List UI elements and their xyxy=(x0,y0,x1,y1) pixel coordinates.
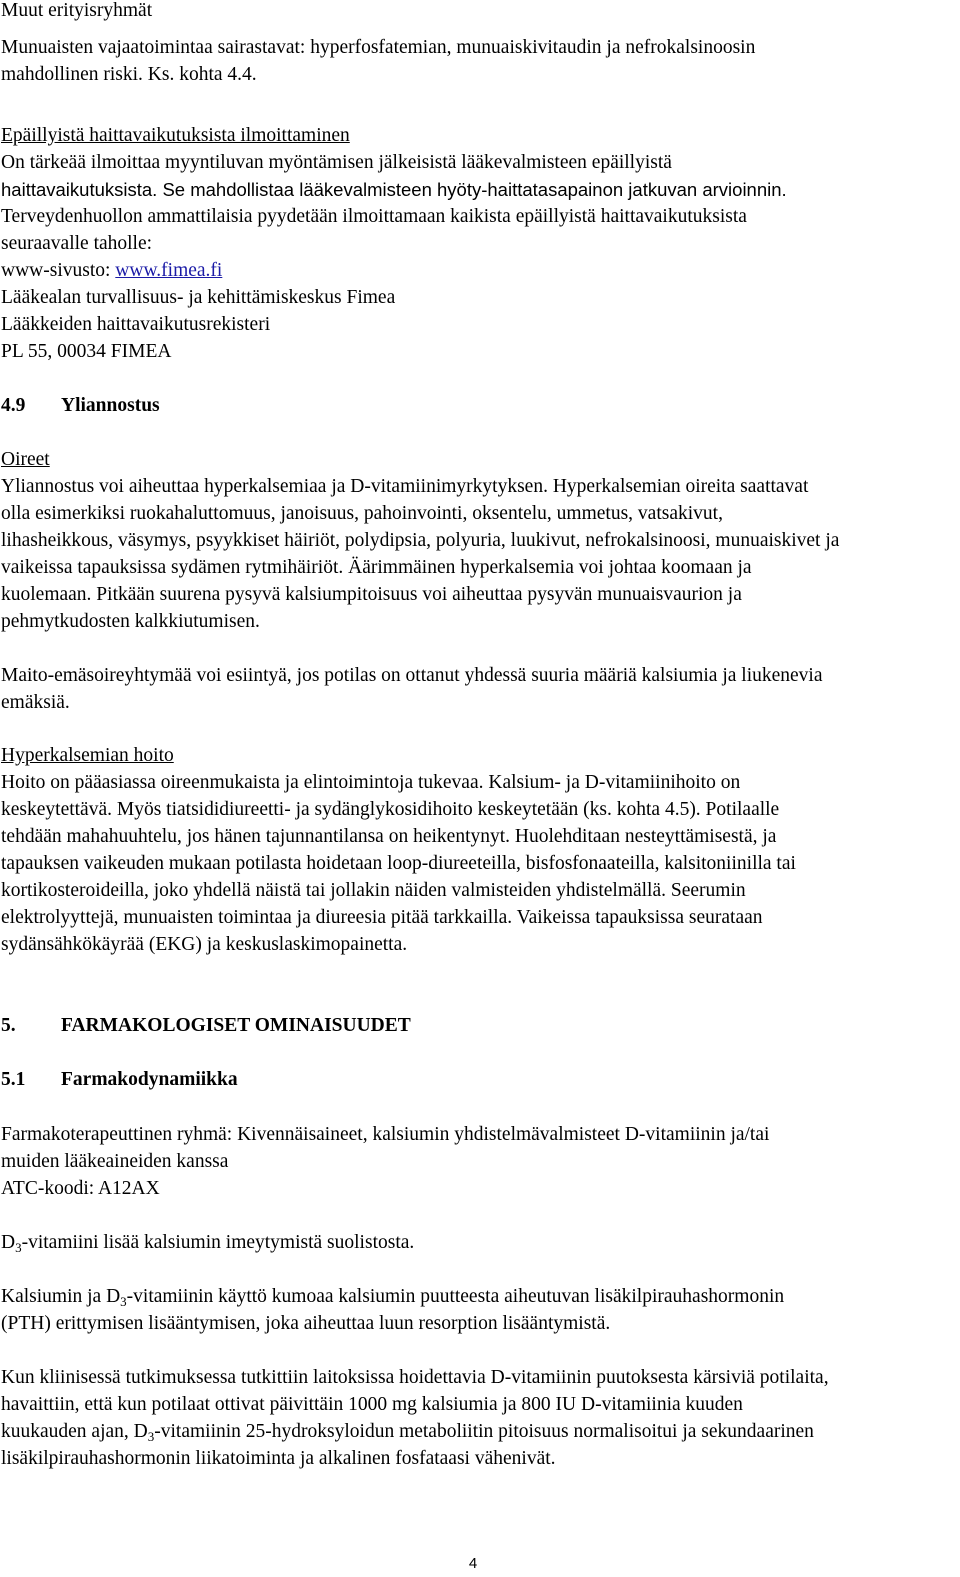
paragraph-line: muiden lääkeaineiden kanssa xyxy=(1,1151,229,1172)
section-number: 5.1 xyxy=(1,1069,26,1090)
paragraph-text: haittavaikutuksista. Se mahdollistaa lääkevalmisteen hyöty-haittatasapainon jatkuvan arvioinnin. xyxy=(1,179,787,200)
section-number: 5. xyxy=(1,1015,16,1036)
paragraph-line: Munuaisten vajaatoimintaa sairastavat: hyperfosfatemian, munuaiskivitaudin ja nefrokalsinoosin xyxy=(1,37,756,58)
paragraph-line: keskeytettävä. Myös tiatsididiureetti- ja sydänglykosidihoito keskeytetään (ks. kohta 4.5). Potilaalle xyxy=(1,799,780,820)
text-run: -vitamiini lisää kalsiumin imeytymistä suolistosta. xyxy=(21,1232,415,1253)
address-line: Lääkkeiden haittavaikutusrekisteri xyxy=(1,314,271,335)
atc-code: ATC-koodi: A12AX xyxy=(1,1178,160,1199)
subscript: 3 xyxy=(15,1240,22,1255)
section-title: Farmakodynamiikka xyxy=(61,1069,238,1090)
section-number: 4.9 xyxy=(1,395,26,416)
paragraph-line: emäksiä. xyxy=(1,692,70,713)
paragraph-line: vaikeissa tapauksissa sydämen rytmihäiriöt. Äärimmäinen hyperkalsemia voi johtaa koomaan ja xyxy=(1,557,752,578)
treatment-heading: Hyperkalsemian hoito xyxy=(1,745,174,766)
paragraph-line: seuraavalle taholle: xyxy=(1,233,153,254)
paragraph-line: Maito-emäsoireyhtymää voi esiintyä, jos potilas on ottanut yhdessä suuria määriä kalsiumia ja liukenevia xyxy=(1,665,823,686)
text-run: D xyxy=(1,1232,16,1253)
paragraph-line: pehmytkudosten kalkkiutumisen. xyxy=(1,611,260,632)
paragraph-line: Yliannostus voi aiheuttaa hyperkalsemiaa ja D-vitamiinimyrkytyksen. Hyperkalsemian oireita saattavat xyxy=(1,476,809,497)
paragraph-line: On tärkeää ilmoittaa myyntiluvan myöntämisen jälkeisistä lääkevalmisteen epäillyistä xyxy=(1,152,672,173)
paragraph-line xyxy=(1,1283,784,1310)
paragraph-line: sydänsähkökäyrää (EKG) ja keskuslaskimopainetta. xyxy=(1,934,408,955)
text-run: -vitamiinin käyttö kumoaa kalsiumin puutteesta aiheutuvan lisäkilpirauhashormonin xyxy=(126,1286,785,1307)
paragraph-line: havaittiin, että kun potilaat ottivat päivittäin 1000 mg kalsiumia ja 800 IU D-vitamiinia kuuden xyxy=(1,1394,743,1415)
subscript: 3 xyxy=(120,1294,127,1309)
paragraph-line: Kun kliinisessä tutkimuksessa tutkittiin laitoksissa hoidettavia D-vitamiinin puutoksesta kärsiviä potilaita, xyxy=(1,1367,829,1388)
paragraph-line: Terveydenhuollon ammattilaisia pyydetään ilmoittamaan kaikista epäillyistä haittavaikutuksista xyxy=(1,206,747,227)
paragraph-line xyxy=(1,176,787,204)
section-heading-5 xyxy=(1,1012,411,1039)
reporting-heading: Epäillyistä haittavaikutuksista ilmoittaminen xyxy=(1,125,350,146)
text-run: kuukauden ajan, D xyxy=(1,1421,148,1442)
paragraph-line: kortikosteroideilla, joko yhdellä näistä tai jollakin näiden valmisteiden yhdistelmällä. Seerumin xyxy=(1,880,746,901)
section-title: Yliannostus xyxy=(61,395,160,416)
symptoms-heading: Oireet xyxy=(1,449,50,470)
paragraph-line: tehdään mahahuuhtelu, jos hänen tajunnantilansa on heikentynyt. Huolehditaan nesteyttämisestä, ja xyxy=(1,826,777,847)
paragraph-line: kuolemaan. Pitkään suurena pysyvä kalsiumpitoisuus voi aiheuttaa pysyvän munuaisvaurion ja xyxy=(1,584,742,605)
section-heading-5-1 xyxy=(1,1066,238,1093)
paragraph-line xyxy=(1,1229,414,1256)
paragraph-line xyxy=(1,1418,814,1445)
fimea-link[interactable]: www.fimea.fi xyxy=(115,260,223,281)
paragraph-line: Hoito on pääasiassa oireenmukaista ja elintoimintoja tukevaa. Kalsium- ja D-vitamiinihoito on xyxy=(1,772,741,793)
paragraph-line: lihasheikkous, väsymys, psyykkiset häiriöt, polydipsia, polyuria, luukivut, nefrokalsinoosi, munuaiskivet ja xyxy=(1,530,840,551)
subscript: 3 xyxy=(147,1429,155,1444)
paragraph-line: mahdollinen riski. Ks. kohta 4.4. xyxy=(1,64,257,85)
website-line xyxy=(1,257,222,284)
section-title: FARMAKOLOGISET OMINAISUUDET xyxy=(61,1015,411,1036)
text-run: Kalsiumin ja D xyxy=(1,1286,121,1307)
address-line: PL 55, 00034 FIMEA xyxy=(1,341,172,362)
paragraph-line: elektrolyyttejä, munuaisten toimintaa ja diureesia pitää tarkkailla. Vaikeissa tapauksissa seurataan xyxy=(1,907,763,928)
special-groups-heading: Muut erityisryhmät xyxy=(1,0,153,21)
website-label: www-sivusto: xyxy=(1,260,116,281)
paragraph-line: olla esimerkiksi ruokahaluttomuus, janoisuus, pahoinvointi, oksentelu, ummetus, vatsakivut, xyxy=(1,503,723,524)
paragraph-line: Farmakoterapeuttinen ryhmä: Kivennäisaineet, kalsiumin yhdistelmävalmisteet D-vitamiinin ja/tai xyxy=(1,1124,770,1145)
paragraph-line: lisäkilpirauhashormonin liikatoiminta ja alkalinen fosfataasi vähenivät. xyxy=(1,1448,556,1469)
section-heading-4-9 xyxy=(1,392,160,419)
page-number: 4 xyxy=(468,1555,478,1572)
paragraph-line: tapauksen vaikeuden mukaan potilasta hoidetaan loop-diureeteilla, bisfosfonaateilla, kalsitoniinilla tai xyxy=(1,853,796,874)
address-line: Lääkealan turvallisuus- ja kehittämiskeskus Fimea xyxy=(1,287,396,308)
paragraph-line: (PTH) erittymisen lisääntymisen, joka aiheuttaa luun resorption lisääntymistä. xyxy=(1,1313,611,1334)
text-run: -vitamiinin 25-hydroksyloidun metaboliitin pitoisuus normalisoitui ja sekundaarinen xyxy=(154,1421,814,1442)
